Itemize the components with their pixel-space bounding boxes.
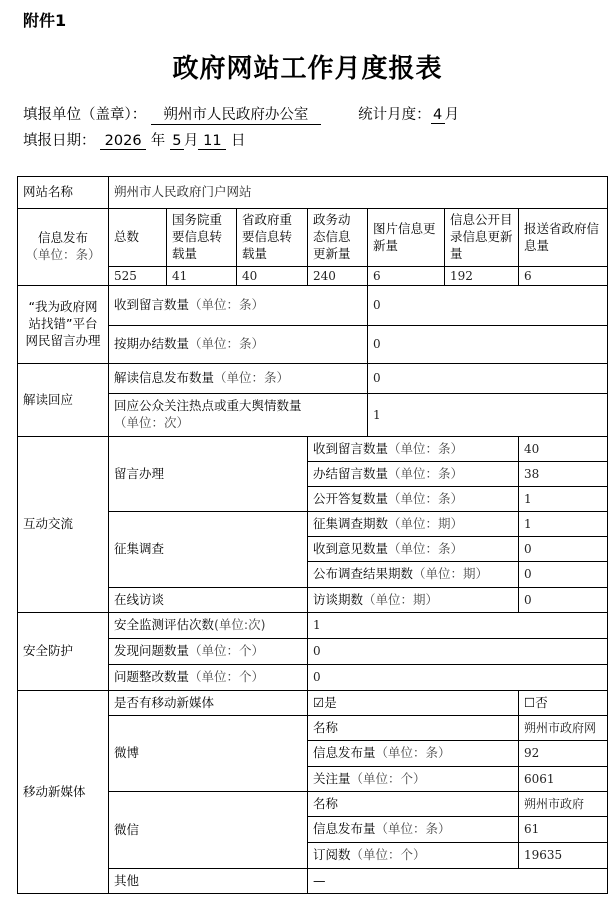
error-received-label: 收到留言数量（单位：条） [109,286,368,326]
media-no-checkbox: ☐否 [519,691,608,716]
survey-opinions-value: 0 [519,537,608,562]
month-suffix: 月 [444,107,460,123]
error-received-row [18,286,608,326]
date-month: 5 [170,133,184,150]
interpret-respond-label: 回应公众关注热点或重大舆情数量 （单位：次） [109,394,368,437]
security-fixed-value: 0 [308,665,608,691]
publish-value-1: 41 [167,267,237,286]
publish-value-6: 6 [519,267,608,286]
survey-periods-value: 1 [519,512,608,537]
publish-col-6: 报送省政府信息量 [519,209,608,267]
survey-results-label: 公布调查结果期数（单位：期） [308,562,519,588]
msg-received-row [18,437,608,462]
security-found-label: 发现问题数量（单位：个） [109,639,308,665]
publish-value-3: 240 [308,267,368,286]
month-value: 4 [431,107,445,124]
survey-label: 征集调查 [109,512,308,588]
publish-col-0: 总数 [109,209,167,267]
publish-col-4: 图片信息更新量 [368,209,445,267]
media-label: 移动新媒体 [18,691,109,894]
publish-value-4: 6 [368,267,445,286]
publish-col-5: 信息公开目录信息更新量 [445,209,519,267]
date-label: 填报日期： [23,133,96,149]
media-has-label: 是否有移动新媒体 [109,691,308,716]
media-yes-checkbox: ☑是 [308,691,519,716]
weibo-follow-label: 关注量（单位：个） [308,767,519,792]
attachment-label: 附件1 [23,11,67,30]
security-eval-label: 安全监测评估次数(单位:次) [109,613,308,639]
site-label: 网站名称 [18,177,109,209]
interact-label: 互动交流 [18,437,109,613]
interpret-respond-value: 1 [368,394,608,437]
weibo-follow-value: 6061 [519,767,608,792]
media-has-row [18,691,608,716]
security-label: 安全防护 [18,613,109,691]
unit-label: 填报单位（盖章）： [23,107,147,123]
wechat-label: 微信 [109,792,308,869]
publish-value-2: 40 [237,267,308,286]
publish-value-5: 192 [445,267,519,286]
date-month-char: 月 [183,133,199,149]
publish-col-1: 国务院重要信息转载量 [167,209,237,267]
page-title: 政府网站工作月度报表 [172,54,443,84]
media-other-label: 其他 [109,869,308,894]
weibo-name-label: 名称 [308,716,519,741]
error-received-value: 0 [368,286,608,326]
site-row [18,177,608,209]
date-year: 2026 [100,133,146,150]
wechat-posts-value: 61 [519,817,608,843]
weibo-label: 微博 [109,716,308,792]
error-ontime-value: 0 [368,326,608,364]
publish-label: 信息发布 （单位：条） [18,209,109,286]
wechat-sub-value: 19635 [519,843,608,869]
report-table [17,176,608,894]
msg-public-value: 1 [519,487,608,512]
survey-opinions-label: 收到意见数量（单位：条） [308,537,519,562]
month-label: 统计月度： [358,107,431,123]
weibo-posts-label: 信息发布量（单位：条） [308,741,519,767]
unit-value: 朔州市人民政府办公室 [151,103,321,125]
publish-value-0: 525 [109,267,167,286]
msg-received-value: 40 [519,437,608,462]
interpret-publish-row [18,364,608,394]
wechat-posts-label: 信息发布量（单位：条） [308,817,519,843]
publish-col-2: 省政府重要信息转载量 [237,209,308,267]
interview-periods-label: 访谈期数（单位：期） [308,588,519,613]
date-day-suffix: 日 [230,133,246,149]
date-year-suffix: 年 [150,133,166,149]
msg-done-value: 38 [519,462,608,487]
unit-line [23,103,459,125]
wechat-sub-label: 订阅数（单位：个） [308,843,519,869]
wechat-name-value: 朔州市政府 [519,792,608,817]
msg-public-label: 公开答复数量（单位：条） [308,487,519,512]
date-line [23,129,245,150]
survey-periods-label: 征集调查期数（单位：期） [308,512,519,537]
msg-done-label: 办结留言数量（单位：条） [308,462,519,487]
security-found-value: 0 [308,639,608,665]
publish-header-row [18,209,608,267]
error-label: “我为政府网站找错”平台网民留言办理 [18,286,109,364]
media-other-value: — [308,869,608,894]
wechat-name-label: 名称 [308,792,519,817]
interview-periods-value: 0 [519,588,608,613]
weibo-posts-value: 92 [519,741,608,767]
msg-received-label: 收到留言数量（单位：条） [308,437,519,462]
publish-col-3: 政务动态信息更新量 [308,209,368,267]
survey-results-value: 0 [519,562,608,588]
date-day: 11 [198,133,226,150]
interpret-publish-value: 0 [368,364,608,394]
site-value: 朔州市人民政府门户网站 [109,177,608,209]
interpret-publish-label: 解读信息发布数量（单位：条） [109,364,368,394]
security-eval-value: 1 [308,613,608,639]
weibo-name-value: 朔州市政府网 [519,716,608,741]
error-ontime-label: 按期办结数量（单位：条） [109,326,368,364]
security-fixed-label: 问题整改数量（单位：个） [109,665,308,691]
msg-label: 留言办理 [109,437,308,512]
security-eval-row [18,613,608,639]
interview-label: 在线访谈 [109,588,308,613]
interpret-label: 解读回应 [18,364,109,437]
